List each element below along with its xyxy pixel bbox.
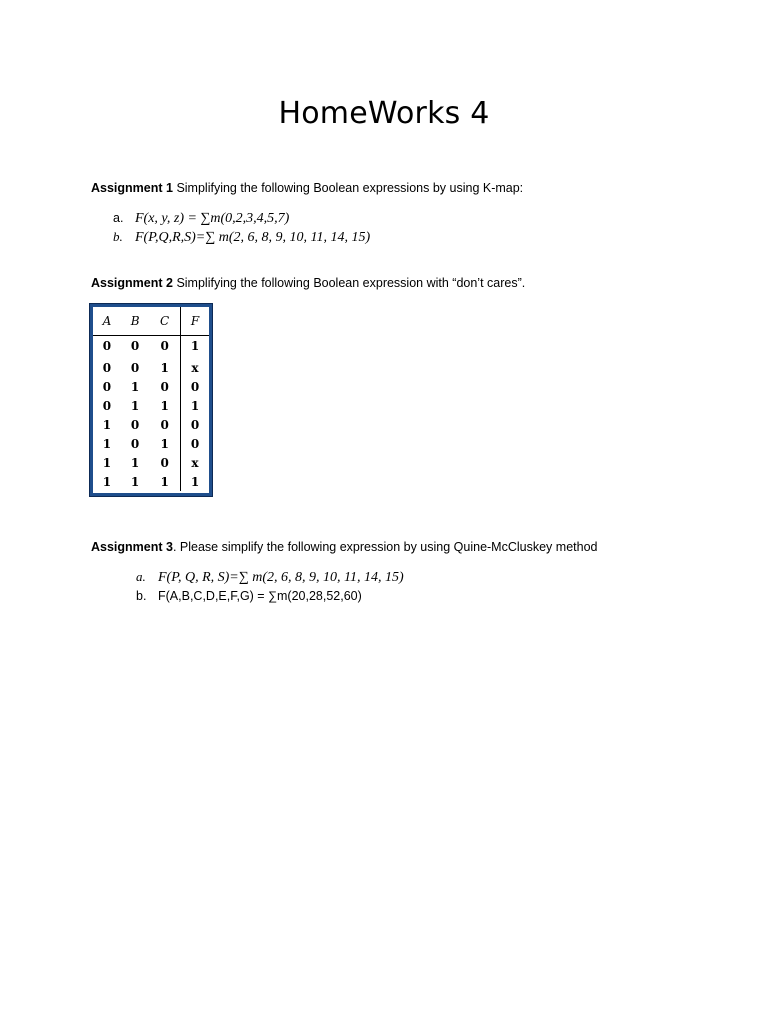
assignment-1-item-a bbox=[113, 208, 370, 227]
table-cell: 1 bbox=[130, 398, 140, 413]
table-cell: 1 bbox=[102, 474, 112, 489]
table-row bbox=[93, 434, 209, 453]
expression: F(x, y, z) = ∑m(0,2,3,4,5,7) bbox=[135, 211, 290, 226]
column-header-c: C bbox=[149, 307, 180, 336]
table-cell: 1 bbox=[180, 336, 209, 356]
table-cell: x bbox=[180, 453, 209, 472]
assignment-2-heading: Assignment 2 bbox=[91, 276, 173, 290]
assignment-3-item-a bbox=[136, 567, 404, 586]
table-row bbox=[93, 336, 209, 356]
table-cell: 1 bbox=[160, 360, 169, 375]
table-cell: 1 bbox=[102, 455, 112, 470]
assignment-1-heading: Assignment 1 bbox=[91, 181, 173, 195]
table-row bbox=[93, 377, 209, 396]
truth-table-figure bbox=[90, 304, 212, 496]
column-header-a: A bbox=[93, 307, 121, 336]
table-cell: 1 bbox=[130, 455, 140, 470]
table-cell: 0 bbox=[160, 379, 169, 394]
table-cell: 1 bbox=[160, 474, 169, 489]
assignment-1-item-b bbox=[113, 227, 370, 246]
table-cell: 1 bbox=[180, 396, 209, 415]
assignment-3-item-b bbox=[136, 586, 404, 605]
table-cell: 1 bbox=[102, 436, 112, 451]
table-cell: 0 bbox=[160, 455, 169, 470]
table-cell: x bbox=[180, 355, 209, 377]
table-cell: 1 bbox=[102, 417, 112, 432]
page-title: HomeWorks 4 bbox=[278, 96, 490, 131]
table-cell: 0 bbox=[160, 338, 169, 353]
table-row bbox=[93, 472, 209, 491]
list-marker: b. bbox=[113, 229, 123, 244]
truth-table bbox=[93, 307, 209, 491]
table-row bbox=[93, 415, 209, 434]
table-cell: 0 bbox=[102, 398, 112, 413]
expression: F(P,Q,R,S)=∑ m(2, 6, 8, 9, 10, 11, 14, 15) bbox=[135, 230, 371, 245]
assignment-1-paragraph bbox=[91, 181, 523, 195]
table-cell: 1 bbox=[130, 379, 140, 394]
table-cell: 0 bbox=[130, 436, 140, 451]
table-cell: 0 bbox=[130, 338, 140, 353]
table-header-row bbox=[93, 307, 209, 336]
assignment-3-paragraph bbox=[91, 540, 597, 554]
table-cell: 0 bbox=[180, 434, 209, 453]
table-cell: 0 bbox=[180, 377, 209, 396]
table-cell: 0 bbox=[102, 379, 112, 394]
table-cell: 1 bbox=[160, 436, 169, 451]
assignment-1-list bbox=[113, 208, 370, 246]
table-cell: 0 bbox=[180, 415, 209, 434]
assignment-3-text: . Please simplify the following expression by using Quine-McCluskey method bbox=[172, 540, 598, 554]
table-cell: 0 bbox=[102, 360, 112, 375]
list-marker: a. bbox=[113, 211, 124, 225]
assignment-2-paragraph bbox=[91, 276, 525, 290]
table-row bbox=[93, 355, 209, 377]
column-header-b: B bbox=[121, 307, 149, 336]
assignment-3-heading: Assignment 3 bbox=[91, 540, 173, 554]
list-marker: a. bbox=[136, 569, 146, 584]
assignment-1-text: Simplifying the following Boolean expressions by using K-map: bbox=[172, 181, 524, 195]
table-cell: 0 bbox=[130, 417, 140, 432]
list-marker: b. bbox=[136, 589, 147, 603]
table-cell: 0 bbox=[130, 360, 140, 375]
table-cell: 0 bbox=[102, 338, 112, 353]
table-row bbox=[93, 453, 209, 472]
table-cell: 1 bbox=[180, 472, 209, 491]
table-cell: 1 bbox=[160, 398, 169, 413]
expression: F(P, Q, R, S)=∑ m(2, 6, 8, 9, 10, 11, 14, 15) bbox=[158, 570, 404, 585]
assignment-2-text: Simplifying the following Boolean expression with “don’t cares”. bbox=[172, 276, 526, 290]
table-cell: 1 bbox=[130, 474, 140, 489]
table-cell: 0 bbox=[160, 417, 169, 432]
expression: F(A,B,C,D,E,F,G) = ∑m(20,28,52,60) bbox=[158, 589, 362, 603]
table-row bbox=[93, 396, 209, 415]
assignment-3-list bbox=[136, 567, 404, 605]
column-header-f: F bbox=[180, 307, 209, 336]
